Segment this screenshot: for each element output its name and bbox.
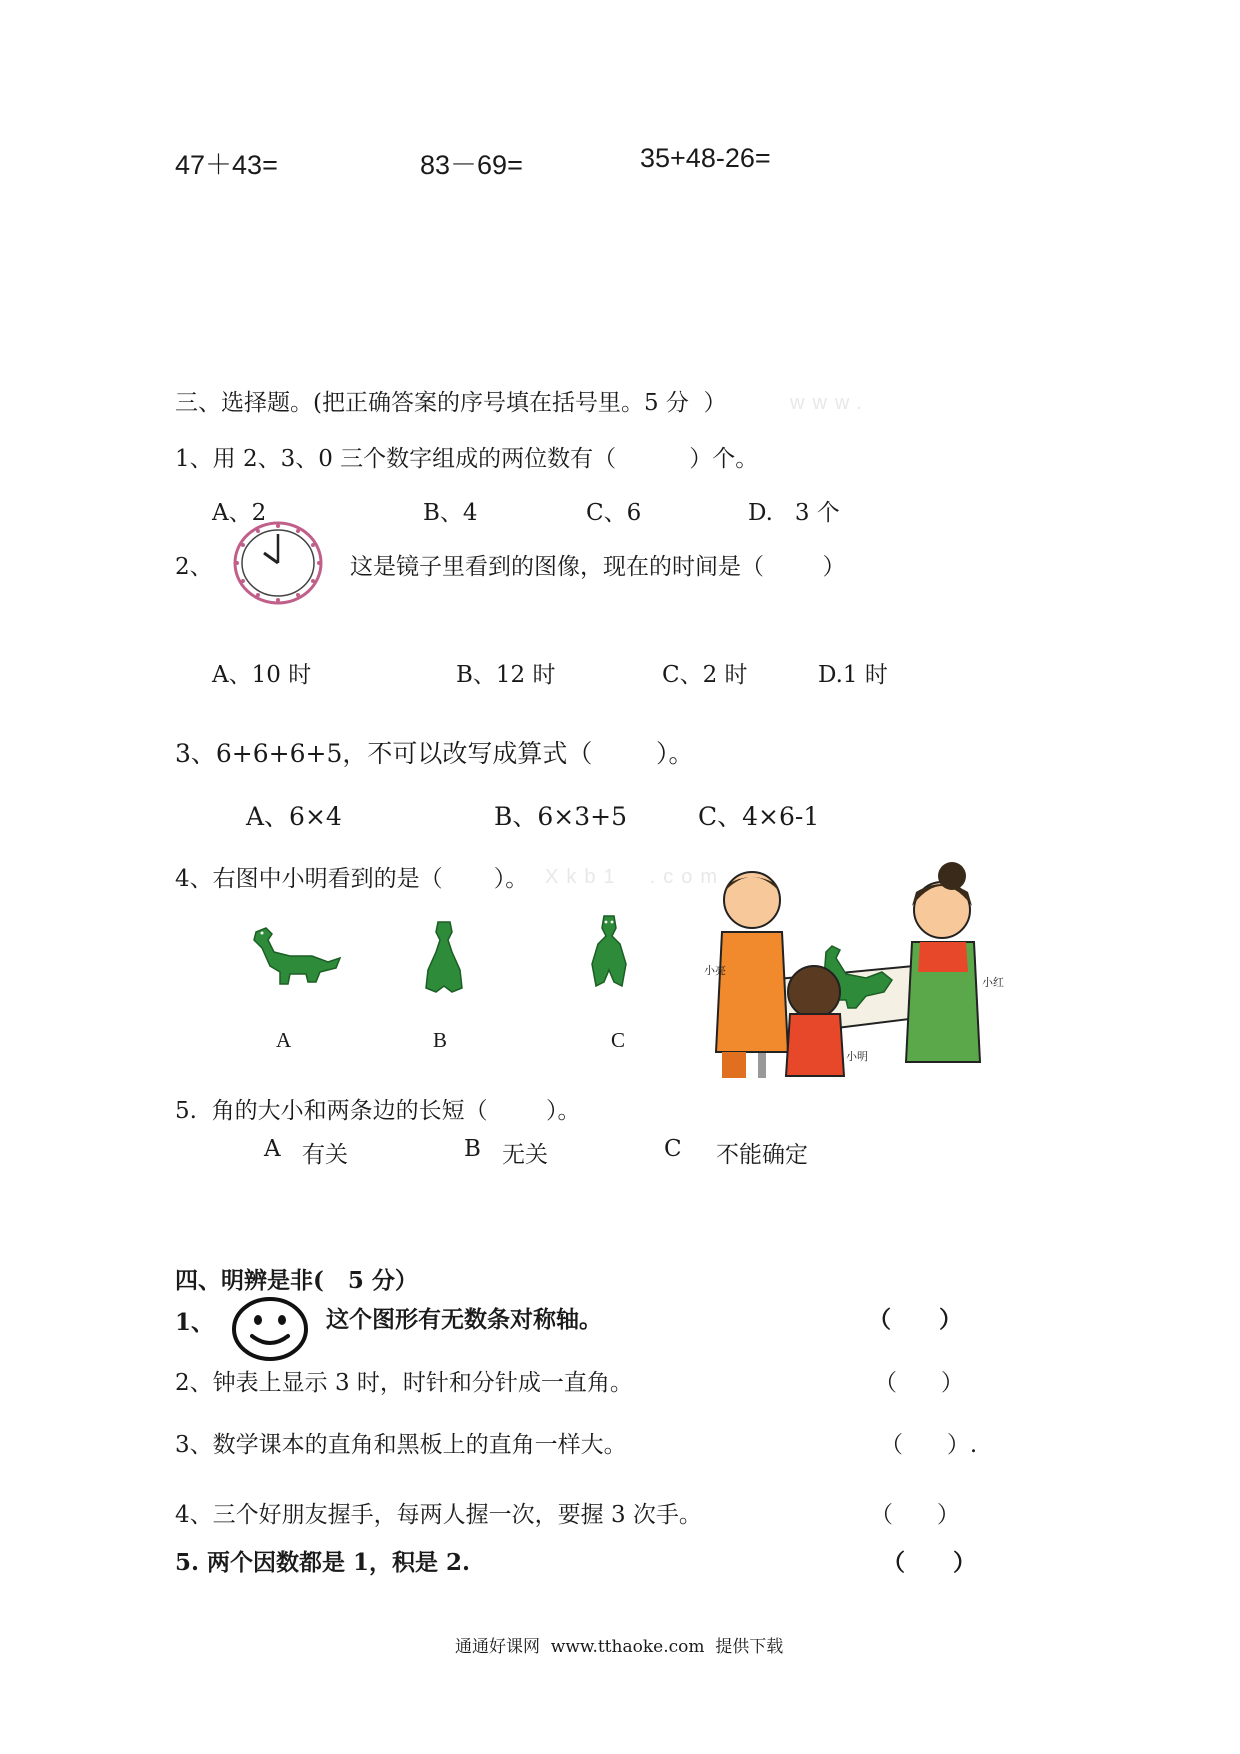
q4-option-c: C [611,1028,626,1052]
tf-item-5-bracket[interactable]: （ ） [882,1549,977,1576]
scene-label-xiaohong: 小红 [982,976,1004,989]
q1-option-d: D. 3 个 [748,500,840,526]
watermark-www: www. [790,392,870,414]
tf-item-2-bracket[interactable]: （ ） [874,1370,964,1396]
q5-text: 5. 角的大小和两条边的长短（ ）。 [175,1098,581,1124]
q5-option-a-letter: A [264,1136,281,1162]
smiley-face-icon [230,1296,310,1362]
tf-item-1-text: 这个图形有无数条对称轴。 [326,1306,602,1333]
dino-front-view-icon [586,912,632,990]
q5-option-a-text: 有关 [302,1142,348,1168]
tf-item-3-bracket[interactable]: （ ）. [880,1432,978,1458]
q5-option-b-letter: B [464,1136,481,1162]
section3-title: 三、选择题。(把正确答案的序号填在括号里。5 分 ） [175,390,727,416]
q2-option-b: B、12 时 [456,662,556,688]
tf-item-4-text: 4、三个好朋友握手，每两人握一次，要握 3 次手。 [175,1502,702,1528]
section4-title: 四、明辨是非( 5 分） [175,1267,418,1294]
tf-item-2-text: 2、钟表上显示 3 时，时针和分针成一直角。 [175,1370,633,1396]
q1-option-c: C、6 [586,500,642,526]
q2-number: 2、 [175,554,213,580]
scene-label-xiaoming: 小明 [846,1050,868,1063]
q5-option-c-letter: C [664,1136,682,1162]
q3-option-b: B、6×3+5 [494,802,627,831]
scene-label-xiaoliang: 小亮 [704,964,726,977]
equation-2: 83－69= [420,150,523,180]
equation-1: 47＋43= [175,150,278,180]
tf-item-4-bracket[interactable]: （ ） [870,1502,960,1528]
children-scene-image [706,862,1006,1082]
q2-option-a: A、10 时 [212,662,312,688]
q4-option-b: B [433,1028,448,1052]
q5-option-b-text: 无关 [502,1142,548,1168]
q2-option-c: C、2 时 [662,662,748,688]
tf-item-1-number: 1、 [175,1309,215,1336]
q1-option-a: A、2 [212,500,267,526]
watermark-xkb1: Xkb1 .com [545,866,726,888]
q4-text: 4、右图中小明看到的是（ ）。 [175,866,529,892]
q3-text: 3、6+6+6+5，不可以改写成算式（ ）。 [175,739,694,768]
tf-item-1-bracket[interactable]: （ ） [868,1306,963,1333]
dino-back-view-icon [422,918,466,994]
footer-credit: 通通好课网 www.tthaoke.com 提供下载 [455,1637,784,1657]
dino-side-view-icon [250,922,342,990]
q3-option-c: C、4×6-1 [698,802,820,831]
tf-item-5-text: 5. 两个因数都是 1，积是 2. [175,1549,471,1576]
q1-option-b: B、4 [423,500,478,526]
q4-option-a: A [276,1028,292,1052]
q2-text: 这是镜子里看到的图像，现在的时间是（ ） [350,554,846,580]
mirror-clock-icon [232,520,324,606]
q1-text: 1、用 2、3、0 三个数字组成的两位数有（ ）个。 [175,446,759,472]
q3-option-a: A、6×4 [246,802,342,831]
q2-option-d: D.1 时 [818,662,888,688]
q5-option-c-text: 不能确定 [716,1142,808,1168]
tf-item-3-text: 3、数学课本的直角和黑板上的直角一样大。 [175,1432,627,1458]
equation-3: 35+48-26= [640,143,771,173]
